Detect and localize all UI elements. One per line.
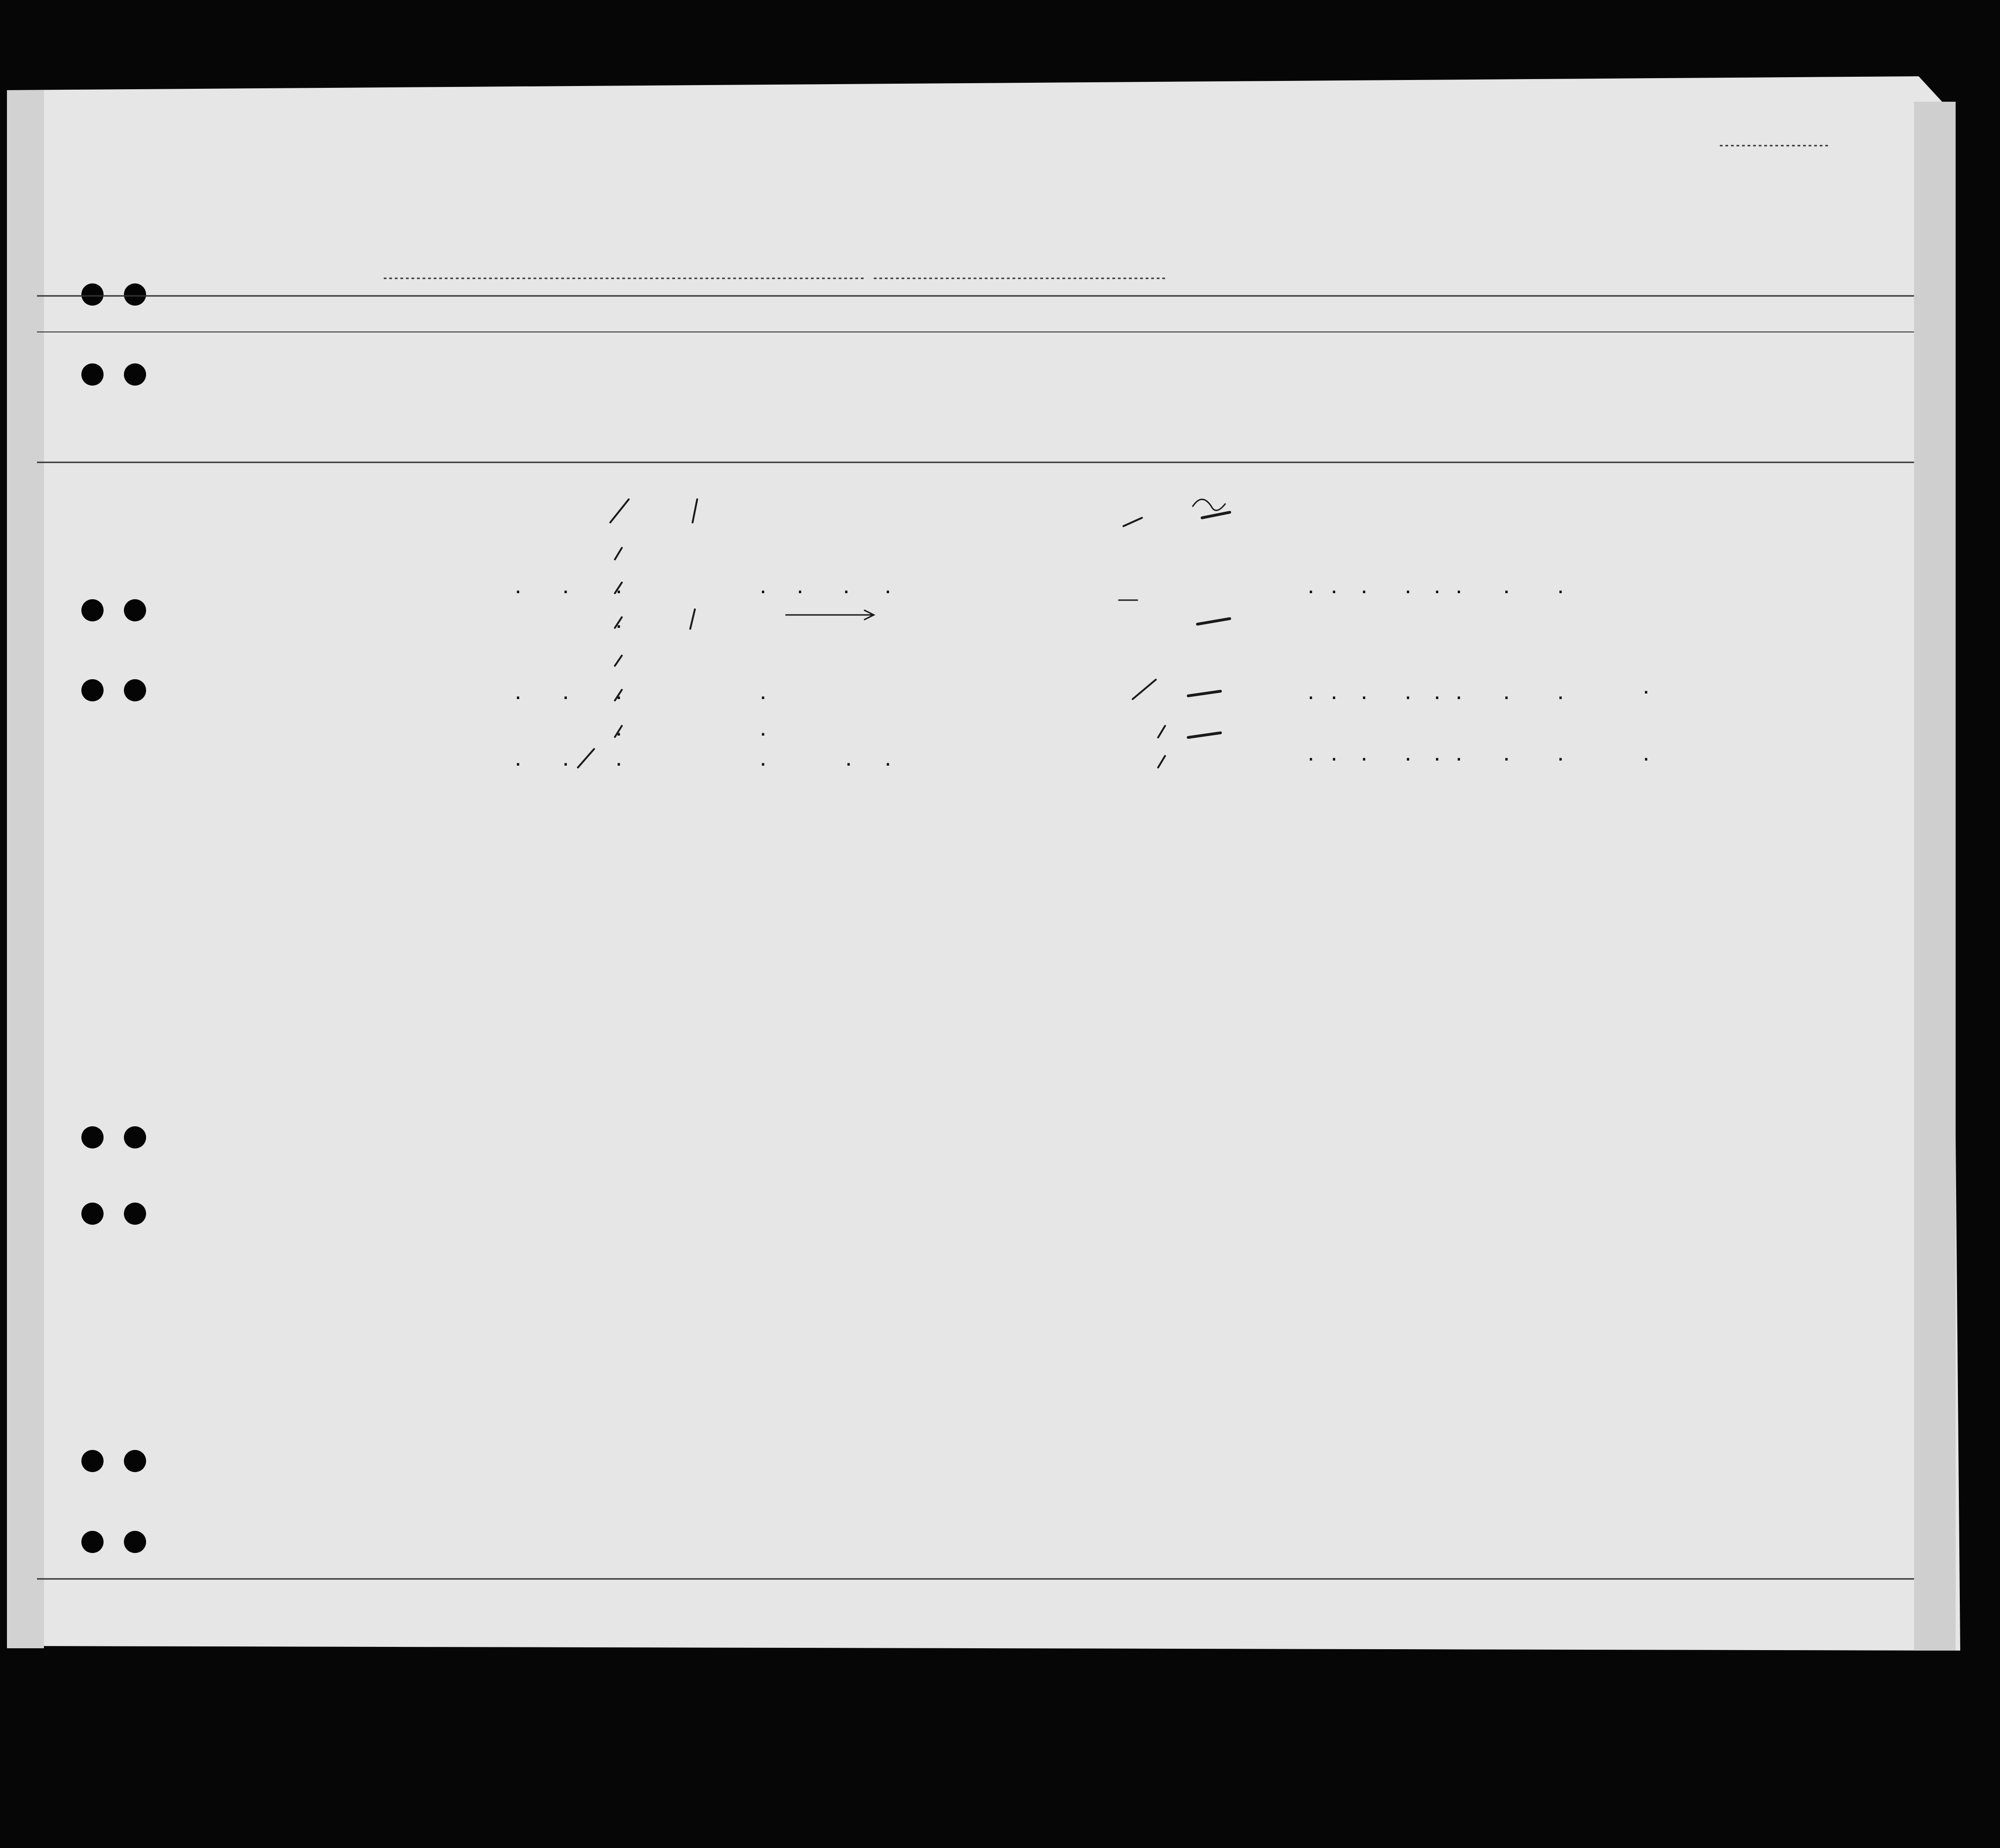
svg-text:.: . [1331, 687, 1337, 702]
paper [7, 76, 1960, 1651]
svg-text:.: . [515, 753, 521, 769]
svg-text:.: . [1558, 581, 1564, 596]
svg-text:.: . [761, 753, 766, 769]
svg-text:.: . [616, 687, 622, 702]
svg-text:.: . [1558, 687, 1564, 702]
svg-text:.: . [846, 753, 852, 769]
svg-text:.: . [1362, 581, 1367, 596]
svg-text:.: . [844, 581, 849, 596]
svg-text:.: . [885, 753, 891, 769]
svg-text:.: . [1456, 748, 1462, 764]
svg-text:.: . [1308, 687, 1314, 702]
svg-text:.: . [1308, 748, 1314, 764]
svg-text:.: . [1405, 581, 1411, 596]
svg-text:.: . [1331, 748, 1337, 764]
svg-text:.: . [1644, 681, 1649, 697]
svg-text:.: . [616, 723, 622, 739]
svg-text:.: . [1362, 748, 1367, 764]
svg-text:.: . [563, 581, 569, 596]
svg-text:.: . [1456, 687, 1462, 702]
svg-text:.: . [563, 753, 569, 769]
svg-text:.: . [1504, 687, 1509, 702]
svg-text:.: . [616, 753, 622, 769]
svg-text:.: . [761, 687, 766, 702]
svg-text:.: . [1308, 581, 1314, 596]
svg-text:.: . [1456, 581, 1462, 596]
svg-text:.: . [515, 687, 521, 702]
svg-text:.: . [1558, 748, 1564, 764]
svg-text:.: . [761, 581, 766, 596]
svg-text:.: . [798, 581, 803, 596]
svg-text:.: . [1405, 687, 1411, 702]
svg-text:.: . [515, 581, 521, 596]
svg-text:.: . [616, 615, 622, 631]
svg-text:.: . [761, 723, 766, 739]
svg-text:.: . [885, 581, 891, 596]
svg-text:.: . [1435, 748, 1440, 764]
svg-text:.: . [1504, 581, 1509, 596]
svg-text:.: . [1504, 748, 1509, 764]
svg-text:.: . [1362, 687, 1367, 702]
svg-text:.: . [616, 581, 622, 596]
svg-text:.: . [1435, 687, 1440, 702]
svg-text:.: . [1644, 748, 1649, 764]
svg-text:.: . [1405, 748, 1411, 764]
svg-text:.: . [1435, 581, 1440, 596]
svg-text:.: . [563, 687, 569, 702]
svg-text:.: . [1331, 581, 1337, 596]
